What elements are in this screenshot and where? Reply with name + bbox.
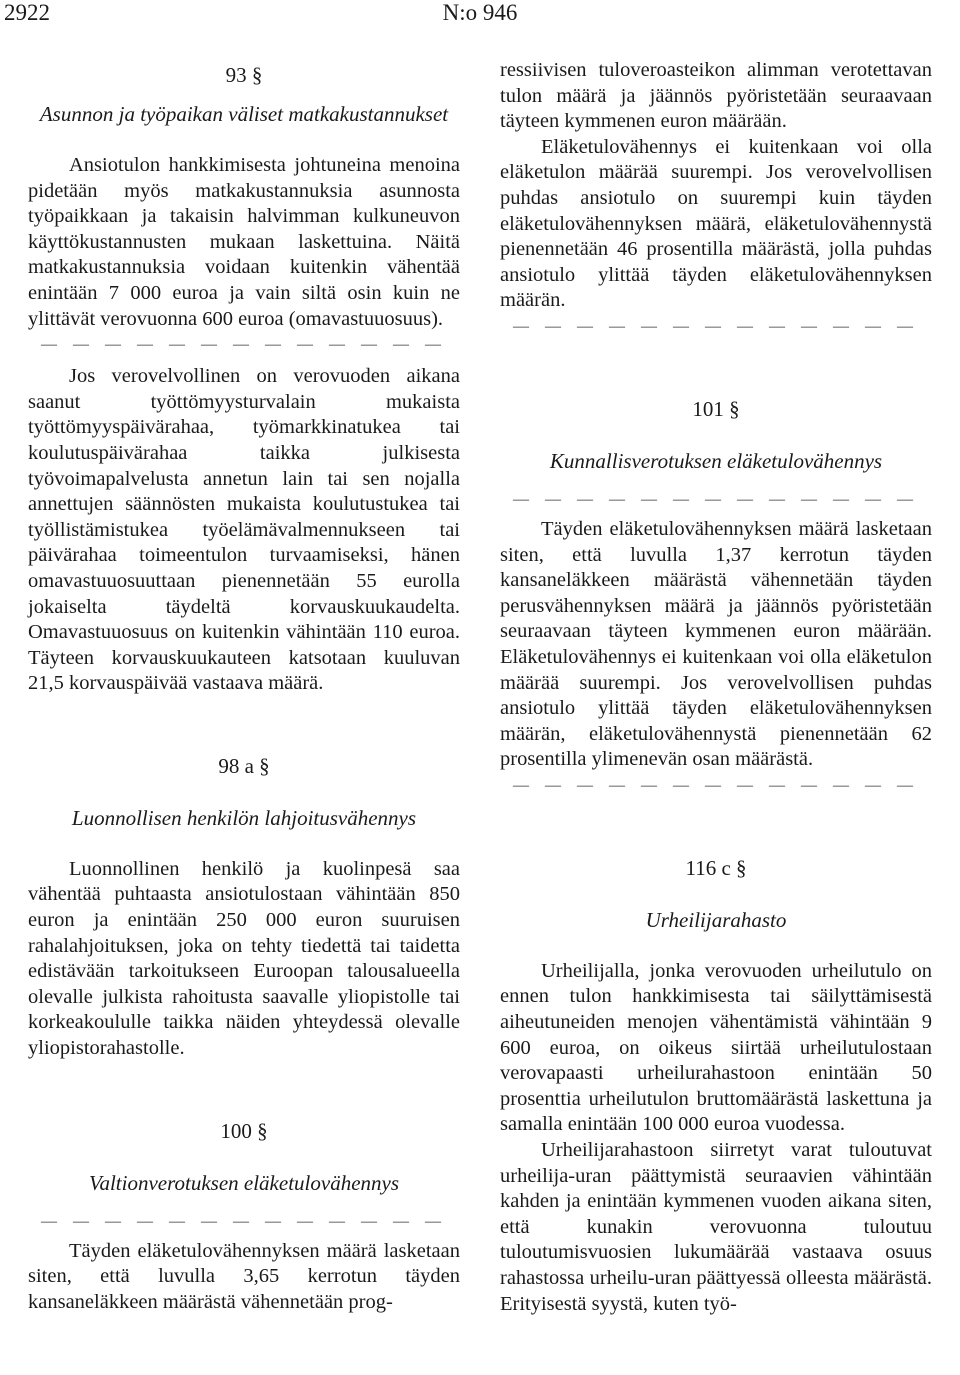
paragraph-116c-2: Urheilijarahastoon siirretyt varat tuloutuvat urheilija-uran päättymistä seuraavien vähintään kahden ja enintään kymmenen vuoden aikana siten, että kunakin verovuonna tuloutuu tuloutumisvuosien lukumäärää vastaava osuus rahastossa urheilu-uran päättyessä olleesta määrästä. Erityisestä syystä, kuten työ-: [500, 1139, 932, 1315]
section-number-100: 100 §: [220, 1118, 268, 1143]
page-header: [0, 0, 960, 28]
section-title-101: Kunnallisverotuksen eläketulovähennys: [549, 448, 883, 473]
section-title-100: Valtionverotuksen eläketulovähennys: [88, 1170, 400, 1195]
omission-dashes: — — — — — — — — — — — — —: [513, 317, 919, 335]
section-number-98a: 98 a §: [218, 753, 270, 778]
section-title-93: Asunnon ja työpaikan väliset matkakustannukset: [39, 102, 449, 126]
paragraph-100-1: Täyden eläketulovähennyksen määrä lasketaan siten, että luvulla 3,65 kerrotun täyden kansaneläkkeen määrästä vähennetään prog-: [28, 1239, 460, 1313]
paragraph-100-2: Eläketulovähennys ei kuitenkaan voi olla eläketulon määrää suurempi. Jos verovelvollisen puhdas ansiotulo on suurempi kuin täyden eläketulovähennyksen määrä, eläketulovähennystä pienennetään 46 prosentilla määrästä, jolla puhdas ansiotulo ylittää täyden eläketulovähennyksen määrän.: [500, 135, 932, 312]
paragraph-101-1: Täyden eläketulovähennyksen määrä lasketaan siten, että luvulla 1,37 kerrotun täyden kansaneläkkeen määrästä vähennetään täyden perusvähennyksen määrä ja jäännös pyöristetään seuraavaan täyteen kymmenen euron määrään. Eläketulovähennys ei kuitenkaan voi olla eläketulon määrää suurempi. Jos verovelvollisen puhdas ansiotulo ylittää täyden eläketulovähennyksen määrän, eläketulovähennystä pienennetään 62 prosentilla ylimenevän osan määrästä.: [500, 517, 932, 771]
issue-number: N:o 946: [442, 0, 518, 25]
paragraph-116c-1: Urheilijalla, jonka verovuoden urheilutulo on ennen tulon hankkimisesta tai säilyttämisestä aiheutuneiden menojen vähentämistä vähintään 9 600 euroa, on oikeus siirtää urheilutulostaan verovapaasti urheilurahastoon enintään 50 prosenttia urheilutulon bruttomäärästä laskettuna ja samalla enintään 100 000 euroa vuodessa.: [500, 959, 932, 1136]
page-number: 2922: [4, 0, 50, 25]
left-column: [28, 58, 460, 1315]
omission-dashes: — — — — — — — — — — — — —: [513, 490, 919, 508]
section-title-116c: Urheilijarahasto: [645, 907, 787, 932]
section-number-93: 93 §: [225, 63, 263, 87]
omission-dashes: — — — — — — — — — — — — —: [513, 776, 919, 794]
paragraph-98a-1: Luonnollinen henkilö ja kuolinpesä saa vähentää puhtaasta ansiotulostaan vähintään 850 euron ja enintään 250 000 euron suuruisen rahalahjoituksen, joka on tehty tiedettä tai taidetta edistävään tarkoitukseen Euroopan talousalueella olevalle julkista rahoitusta saavalle yliopistolle tai korkeakoululle taikka näiden yhteydessä olevalle yliopistorahastolle.: [28, 857, 460, 1060]
section-number-101: 101 §: [692, 396, 740, 421]
section-number-116c: 116 c §: [685, 855, 747, 880]
paragraph-93-2: Jos verovelvollinen on verovuoden aikana saanut työttömyysturvalain mukaista työttömyyspäivärahaa, työmarkkinatukea tai koulutuspäivärahaa taikka julkisesta työvoimapalvelusta annetun lain tai sen nojalla annettujen säännösten mukaista koulutustukea tai työllistämistukea työelämävalmennukseen tai päivärahaa toimeentulon turvaamiseksi, hänen omavastuuosuuttaan pienennetään 55 eurolla jokaiselta täydeltä korvauskuukaudelta. Omavastuuosuus on kuitenkin vähintään 110 euroa. Täyteen korvauskuukauteen katsotaan kuuluvan 21,5 korvauspäivää vastaava määrä.: [28, 365, 460, 695]
paragraph-100-cont: ressiivisen tuloveroasteikon alimman verotettavan tulon määrä ja jäännös pyöristetään seuraavaan täyteen kymmenen euron määrään.: [500, 59, 932, 133]
right-column: [500, 58, 932, 1317]
section-title-98a: Luonnollisen henkilön lahjoitusvähennys: [71, 805, 417, 830]
paragraph-93-1: Ansiotulon hankkimisesta johtuneina menoina pidetään myös matkakustannuksia asunnosta työpaikkaan ja takaisin halvimman kulkuneuvon käyttökustannusten mukaan laskettuina. Näitä matkakustannuksia voidaan kuitenkin vähentää enintään 7 000 euroa ja vain siltä osin kuin ne ylittävät verovuonna 600 euroa (omavastuuosuus).: [28, 154, 460, 330]
omission-dashes: — — — — — — — — — — — — —: [41, 1212, 447, 1230]
omission-dashes: — — — — — — — — — — — — —: [41, 336, 447, 354]
